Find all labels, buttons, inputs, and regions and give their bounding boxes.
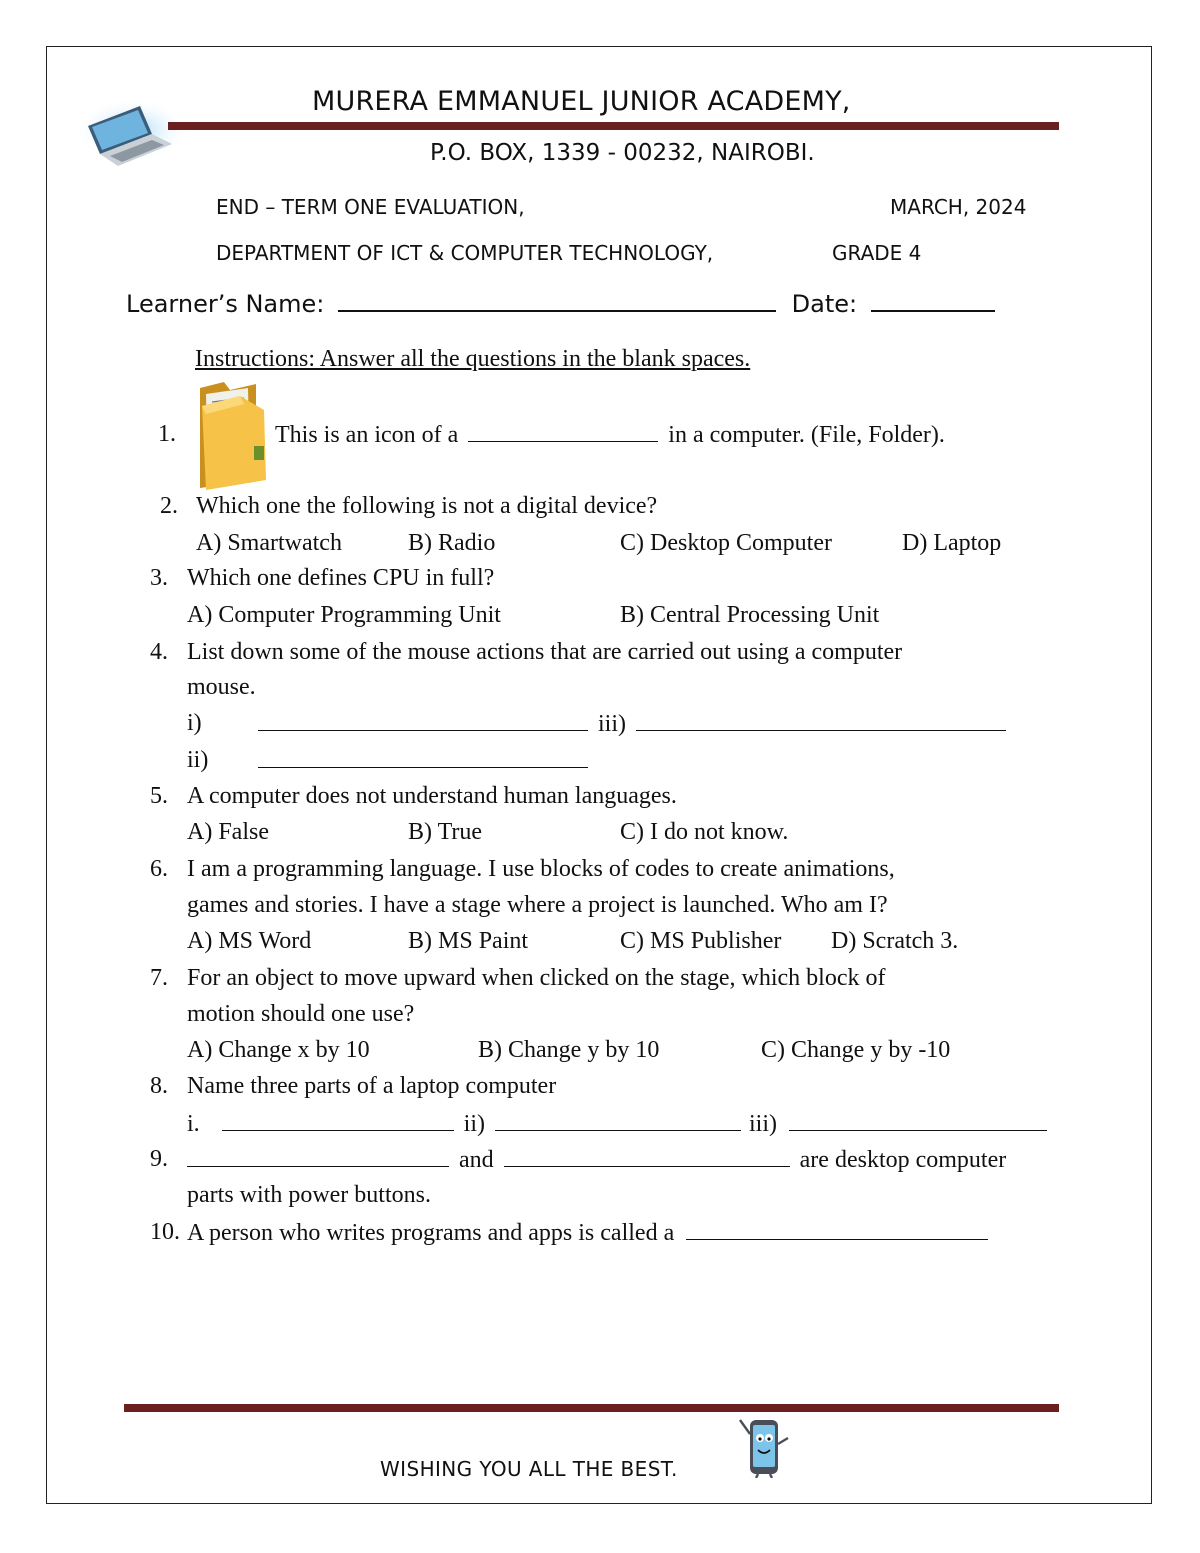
- learner-name-field[interactable]: [338, 288, 776, 312]
- q7-number: 7.: [150, 965, 168, 991]
- q6-number: 6.: [150, 856, 168, 882]
- date-label: Date:: [791, 290, 858, 318]
- q5-option-a[interactable]: A) False: [187, 819, 269, 845]
- laptop-icon: [70, 96, 190, 166]
- q8-answers: [187, 1110, 1047, 1138]
- q10-answer-blank[interactable]: [686, 1219, 988, 1240]
- q8-blank-i[interactable]: [222, 1110, 454, 1131]
- school-address: P.O. BOX, 1339 - 00232, NAIROBI.: [430, 140, 815, 166]
- q3-option-b[interactable]: B) Central Processing Unit: [620, 602, 880, 628]
- q5-option-c[interactable]: C) I do not know.: [620, 819, 789, 845]
- q9-text-line2: parts with power buttons.: [187, 1182, 431, 1208]
- header-rule: [168, 122, 1059, 130]
- q2-option-c[interactable]: C) Desktop Computer: [620, 530, 832, 556]
- smartphone-mascot-icon: [736, 1414, 792, 1478]
- q8-blank-ii[interactable]: [495, 1110, 741, 1131]
- q4-row1: [258, 710, 1006, 738]
- q6-option-c[interactable]: C) MS Publisher: [620, 928, 782, 954]
- q7-option-a[interactable]: A) Change x by 10: [187, 1037, 370, 1063]
- q10-text: A person who writes programs and apps is called a: [187, 1219, 988, 1247]
- department: DEPARTMENT OF ICT & COMPUTER TECHNOLOGY,: [216, 241, 714, 265]
- q10-number: 10.: [150, 1219, 180, 1245]
- q9-blank-1[interactable]: [187, 1146, 449, 1167]
- q4-text-line2: mouse.: [187, 674, 256, 700]
- q2-option-a[interactable]: A) Smartwatch: [196, 530, 342, 556]
- q4-blank-iii[interactable]: [636, 710, 1006, 731]
- q9-text: and are desktop computer: [187, 1146, 1006, 1174]
- q4-text-line1: List down some of the mouse actions that are carried out using a computer: [187, 639, 903, 665]
- q4-row2: [258, 747, 588, 775]
- q9-blank-2[interactable]: [504, 1146, 790, 1167]
- q8-text: Name three parts of a laptop computer: [187, 1073, 557, 1099]
- q2-number: 2.: [160, 493, 178, 519]
- exam-date: MARCH, 2024: [890, 195, 1027, 219]
- q5-option-b[interactable]: B) True: [408, 819, 483, 845]
- q7-option-c[interactable]: C) Change y by -10: [761, 1037, 951, 1063]
- q1-text: This is an icon of a in a computer. (File, Folder).: [275, 422, 945, 448]
- q3-text: Which one defines CPU in full?: [187, 565, 495, 591]
- q6-option-d[interactable]: D) Scratch 3.: [831, 928, 959, 954]
- q8-label-ii: ii): [463, 1111, 485, 1137]
- q9-number: 9.: [150, 1146, 168, 1172]
- q8-number: 8.: [150, 1073, 168, 1099]
- q6-text-line1: I am a programming language. I use blocks of codes to create animations,: [187, 856, 895, 882]
- grade: GRADE 4: [832, 241, 922, 265]
- q8-label-i: i.: [187, 1111, 200, 1137]
- footer-message: WISHING YOU ALL THE BEST.: [380, 1457, 678, 1481]
- q2-option-b[interactable]: B) Radio: [408, 530, 496, 556]
- q4-label-ii: ii): [187, 747, 209, 773]
- q7-text-line2: motion should one use?: [187, 1001, 415, 1027]
- q2-option-d[interactable]: D) Laptop: [902, 530, 1002, 556]
- exam-title: END – TERM ONE EVALUATION,: [216, 195, 525, 219]
- instructions: Instructions: Answer all the questions in the blank spaces.: [195, 346, 751, 372]
- q6-text-line2: games and stories. I have a stage where a project is launched. Who am I?: [187, 892, 888, 918]
- q6-option-b[interactable]: B) MS Paint: [408, 928, 529, 954]
- q2-text: Which one the following is not a digital device?: [196, 493, 658, 519]
- q4-blank-ii[interactable]: [258, 747, 588, 768]
- learner-name-label: Learner’s Name:: [126, 290, 325, 318]
- q5-number: 5.: [150, 783, 168, 809]
- q3-number: 3.: [150, 565, 168, 591]
- learner-row: [126, 288, 995, 318]
- q1-number: 1.: [158, 421, 176, 447]
- q1-answer-blank[interactable]: [468, 421, 658, 442]
- q7-option-b[interactable]: B) Change y by 10: [478, 1037, 660, 1063]
- q4-label-i: i): [187, 710, 202, 736]
- school-name: MURERA EMMANUEL JUNIOR ACADEMY,: [312, 86, 851, 117]
- footer-rule: [124, 1404, 1059, 1412]
- q6-option-a[interactable]: A) MS Word: [187, 928, 312, 954]
- q8-label-iii: iii): [749, 1111, 777, 1137]
- q4-number: 4.: [150, 639, 168, 665]
- q3-option-a[interactable]: A) Computer Programming Unit: [187, 602, 501, 628]
- folder-icon: [196, 380, 272, 490]
- q4-label-iii: iii): [598, 711, 626, 737]
- q7-text-line1: For an object to move upward when clicked on the stage, which block of: [187, 965, 886, 991]
- date-field[interactable]: [871, 288, 995, 312]
- q4-blank-i[interactable]: [258, 710, 588, 731]
- q5-text: A computer does not understand human languages.: [187, 783, 677, 809]
- q8-blank-iii[interactable]: [789, 1110, 1047, 1131]
